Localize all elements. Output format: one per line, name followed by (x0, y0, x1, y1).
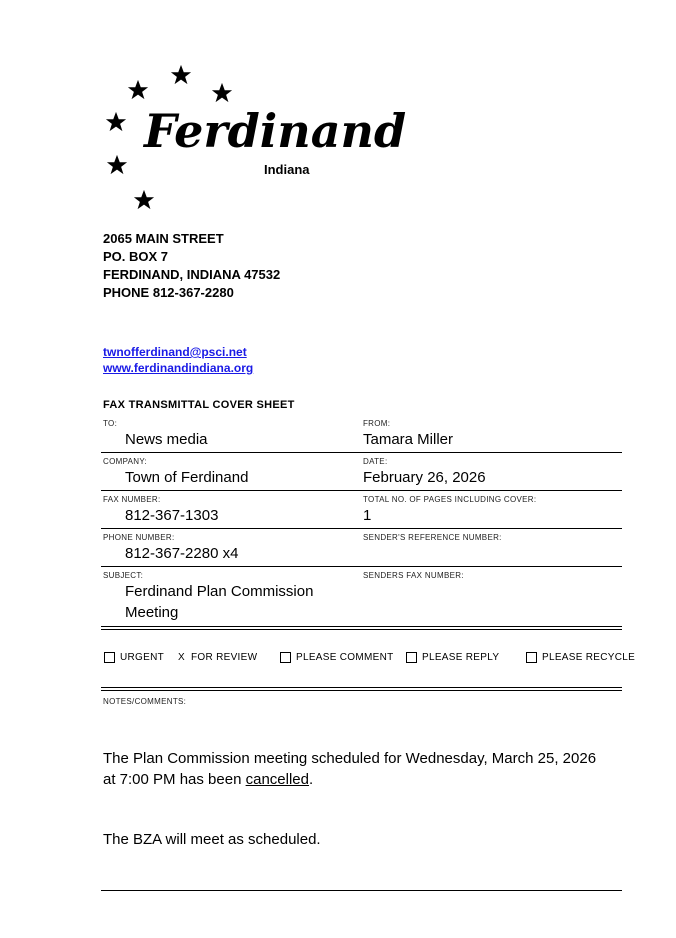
street: 2065 MAIN STREET (103, 231, 224, 246)
checkbox-icon[interactable] (104, 652, 115, 663)
notes-paragraph: The BZA will meet as scheduled. (103, 831, 321, 848)
for-review-label: FOR REVIEW (190, 652, 258, 663)
subject-value (125, 581, 313, 623)
star-icon (211, 82, 233, 104)
please-recycle-label: PLEASE RECYCLE (542, 652, 636, 663)
fax-number-value: 812-367-1303 (125, 507, 219, 524)
po-box: PO. BOX 7 (103, 249, 169, 264)
fax-number-label: FAX NUMBER: (103, 495, 161, 504)
contact-links (103, 344, 253, 376)
phone: PHONE 812-367-2280 (103, 285, 234, 300)
subject-line: Ferdinand Plan Commission (125, 583, 314, 600)
pages-value: 1 (363, 507, 372, 524)
checkbox-icon[interactable] (526, 652, 537, 663)
subject-label: SUBJECT: (103, 571, 144, 580)
fax-title: FAX TRANSMITTAL COVER SHEET (103, 399, 295, 411)
cancelled-text: cancelled (245, 771, 309, 788)
date-value: February 26, 2026 (363, 469, 486, 486)
logo-state: Indiana (264, 162, 310, 177)
star-icon (127, 79, 149, 101)
phone-number-value: 812-367-2280 x4 (125, 545, 239, 562)
notes-paragraph (103, 748, 643, 790)
from-value: Tamara Miller (363, 431, 454, 448)
notes-text: at 7:00 PM has been (103, 771, 246, 788)
star-icon (133, 189, 155, 211)
urgent-label: URGENT (120, 652, 165, 663)
sender-reference-label: SENDER'S REFERENCE NUMBER: (363, 533, 502, 542)
company-value: Town of Ferdinand (125, 469, 249, 486)
please-recycle-option[interactable] (526, 652, 635, 663)
pages-label: TOTAL NO. OF PAGES INCLUDING COVER: (363, 495, 537, 504)
checkbox-icon[interactable] (406, 652, 417, 663)
email-link[interactable]: twnofferdinand@psci.net (103, 345, 247, 359)
divider (101, 452, 622, 453)
to-value: News media (125, 431, 208, 448)
double-divider (101, 626, 622, 630)
notes-text: . (309, 771, 314, 788)
phone-number-label: PHONE NUMBER: (103, 533, 175, 542)
company-label: COMPANY: (103, 457, 148, 466)
double-divider (101, 687, 622, 691)
x-mark: X (178, 652, 185, 663)
star-icon (106, 154, 128, 176)
notes-line (103, 769, 643, 790)
please-reply-label: PLEASE REPLY (422, 652, 500, 663)
please-comment-label: PLEASE COMMENT (296, 652, 394, 663)
notes-line: The Plan Commission meeting scheduled for Wednesday, March 25, 2026 (103, 750, 597, 767)
star-icon (105, 111, 127, 133)
divider (101, 528, 622, 529)
from-label: FROM: (363, 419, 391, 428)
for-review-option[interactable] (178, 652, 257, 663)
logo-wordmark: Ferdinand (144, 104, 407, 158)
please-reply-option[interactable] (406, 652, 499, 663)
checkbox-icon[interactable] (280, 652, 291, 663)
subject-line: Meeting (125, 604, 179, 621)
website-link[interactable]: www.ferdinandindiana.org (103, 361, 254, 375)
town-logo (100, 60, 407, 220)
please-comment-option[interactable] (280, 652, 394, 663)
address-block (103, 230, 280, 302)
urgent-option[interactable] (104, 652, 164, 663)
senders-fax-label: SENDERS FAX NUMBER: (363, 571, 464, 580)
divider (101, 566, 622, 567)
divider (101, 490, 622, 491)
to-label: TO: (103, 419, 118, 428)
date-label: DATE: (363, 457, 388, 466)
star-icon (170, 64, 192, 86)
notes-label: NOTES/COMMENTS: (103, 697, 187, 706)
city-state-zip: FERDINAND, INDIANA 47532 (103, 267, 281, 282)
bottom-divider (101, 890, 622, 891)
